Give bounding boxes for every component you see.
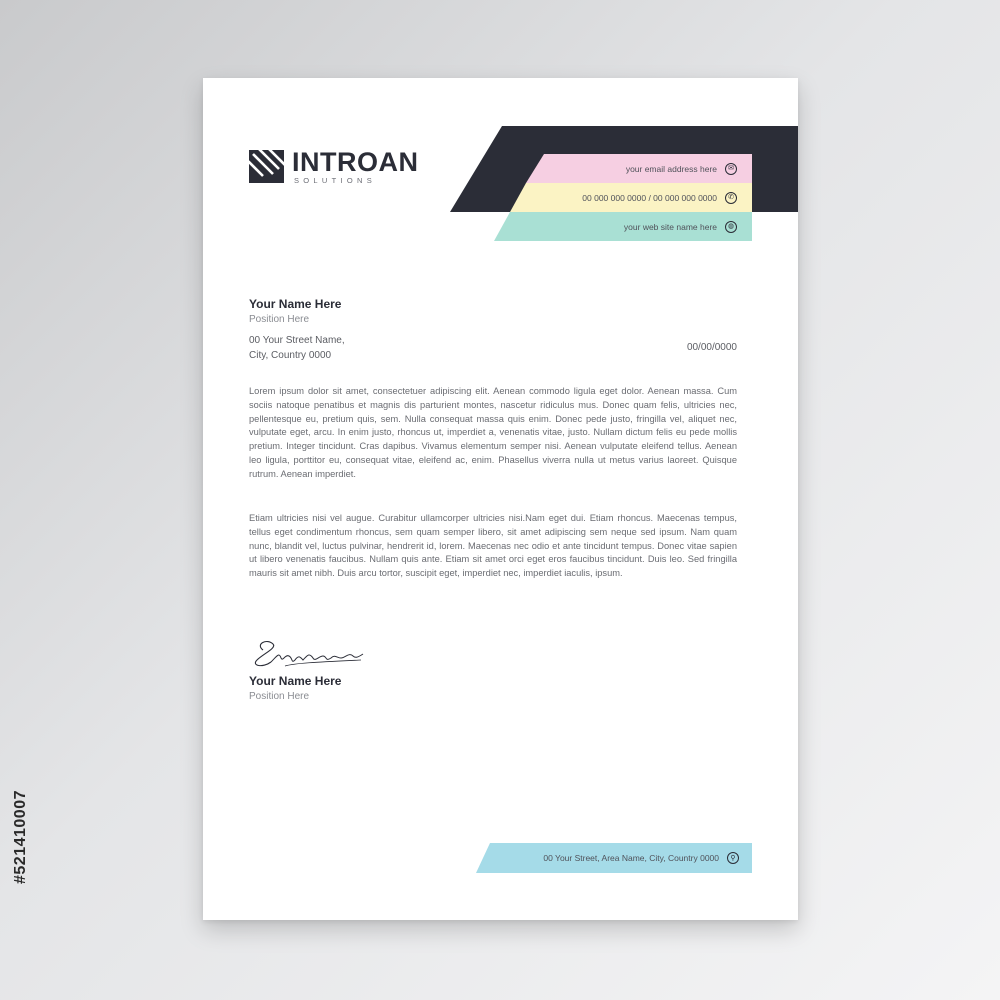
contact-phone-text: 00 000 000 0000 / 00 000 000 0000 [582, 192, 717, 203]
signer-name: Your Name Here [249, 674, 342, 688]
globe-icon: ◍ [725, 221, 737, 233]
signer-position: Position Here [249, 691, 310, 702]
footer-address-row [483, 843, 739, 873]
body-paragraph-1: Lorem ipsum dolor sit amet, consectetuer adipiscing elit. Aenean commodo ligula eget dolor. Aenean massa. Cum sociis natoque penatibus et magnis dis parturient montes, nascetur ridiculus mus. Donec quam felis, ultricies nec, pellentesque eu, pretium quis, sem. Nulla consequat massa quis enim. Donec pede justo, fringilla vel, aliquet nec, vulputate eget, arcu. In enim justo, rhoncus ut, imperdiet a, venenatis vitae, justo. Nullam dictum felis eu pede mollis pretium. Integer tincidunt. Cras dapibus. Vivamus elementum semper nisi. Aenean vulputate eleifend tellus. Aenean leo ligula, porttitor eu, consequat vitae, eleifend ac, enim. Phasellus viverra nulla ut metus varius laoreet. Quisque rutrum. Aenean imperdiet. [249, 386, 737, 479]
company-name: INTROAN [292, 147, 419, 177]
letter-date: 00/00/0000 [686, 342, 737, 353]
contact-web-text: your web site name here [623, 221, 717, 232]
contact-phone-row [523, 183, 737, 212]
contact-email-row [533, 154, 737, 183]
sender-name: Your Name Here [249, 297, 342, 311]
handwritten-signature [249, 636, 369, 670]
signature-block [249, 636, 369, 702]
location-pin-icon: ⚲ [727, 852, 739, 864]
sender-address [249, 333, 345, 363]
logo-mark-icon [249, 150, 284, 183]
envelope-icon: ✉ [725, 163, 737, 175]
company-tagline: SOLUTIONS [294, 176, 377, 185]
footer-address-text: 00 Your Street, Area Name, City, Country 0000 [543, 853, 719, 863]
stock-id-text: #521410007 [12, 790, 30, 884]
phone-icon: ✆ [725, 192, 737, 204]
body-paragraph-2: Etiam ultricies nisi vel augue. Curabitur ullamcorper ultricies nisi.Nam eget dui. Etiam rhoncus. Maecenas tempus, tellus eget condimentum rhoncus, sem quam semper libero, sit amet adipiscing sem neque sed ipsum. Nam quam nunc, blandit vel, luctus pulvinar, hendrerit id, lorem. Maecenas nec odio et ante tincidunt tempus. Donec vitae sapien ut libero venenatis faucibus. Nullam quis ante. Etiam sit amet orci eget eros faucibus tincidunt. Duis leo. Sed fringilla mauris sit amet nibh. Duis arcu tortor, suscipit eget, imperdiet nec, imperdiet iaculis, ipsum. [249, 513, 737, 579]
letterhead-page [203, 78, 798, 920]
sender-address-line1: 00 Your Street Name, [249, 335, 345, 346]
sender-address-line2: City, Country 0000 [249, 350, 332, 361]
stock-id-label [4, 772, 38, 902]
contact-email-text: your email address here [625, 163, 717, 174]
contact-web-row [503, 212, 737, 241]
sender-position: Position Here [249, 314, 310, 325]
sender-block [249, 297, 341, 325]
